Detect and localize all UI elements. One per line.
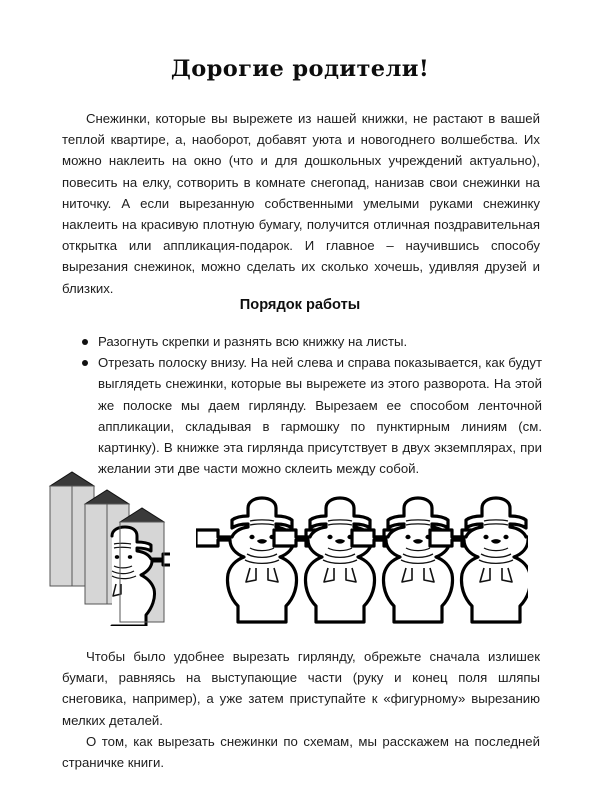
closing-paragraph-block <box>62 646 540 773</box>
bullet-icon <box>82 339 88 345</box>
bullet-icon <box>82 360 88 366</box>
folded-paper-stack <box>50 472 176 626</box>
list-item-label: Отрезать полоску внизу. На ней слева и справа показывается, как будут выглядеть снежинки, которые вы вырежете из этого разворота. На этой же полоске мы даем гирлянду. Вырезаем ее способом ленточной аппликации, складывая в гармошку по пунктирным линиям (см. картинку). В книжке эта гирлянда присутствует в двух экземплярах, при желании эти две части можно склеить между собой. <box>98 355 542 477</box>
snowman-template-outline <box>112 527 176 626</box>
list-item <box>80 352 542 479</box>
intro-paragraph-block <box>62 108 540 299</box>
closing-paragraph-1: Чтобы было удобнее вырезать гирлянду, обрежьте сначала излишек бумаги, равняясь на выступающие части (руку и конец поля шляпы снеговика, например), а уже затем приступайте к «фигурному» вырезанию мелких деталей. <box>62 649 540 728</box>
intro-paragraph: Снежинки, которые вы вырежете из нашей книжки, не растают в вашей теплой квартире, а, наоборот, добавят уюта и новогоднего волшебства. Их можно наклеить на окно (что и для дошкольных учреждений актуально), повесить на елку, сотворить в комнате снегопад, нанизав свои снежинки на ниточку. А если вырезанную собственными умелыми руками снежинку наклеить на красивую плотную бумагу, получится отличная поздравительная открытка или аппликация-подарок. И главное – научившись способу вырезания снежинок, можно сделать их сколько хочешь, удивляя друзей и близких. <box>62 111 540 296</box>
folded-paper-panel-front <box>112 508 176 626</box>
steps-list <box>80 331 542 479</box>
closing-paragraph-2: О том, как вырезать снежинки по схемам, мы расскажем на последней страничке книги. <box>62 733 540 771</box>
list-item <box>80 331 542 352</box>
section-heading-order-of-work: Порядок работы <box>239 297 361 313</box>
list-item-label: Разогнуть скрепки и разнять всю книжку на листы. <box>98 334 408 349</box>
illustration-figure <box>0 466 600 626</box>
snowman-garland <box>170 484 588 626</box>
page-title: Дорогие родители! <box>170 56 430 82</box>
